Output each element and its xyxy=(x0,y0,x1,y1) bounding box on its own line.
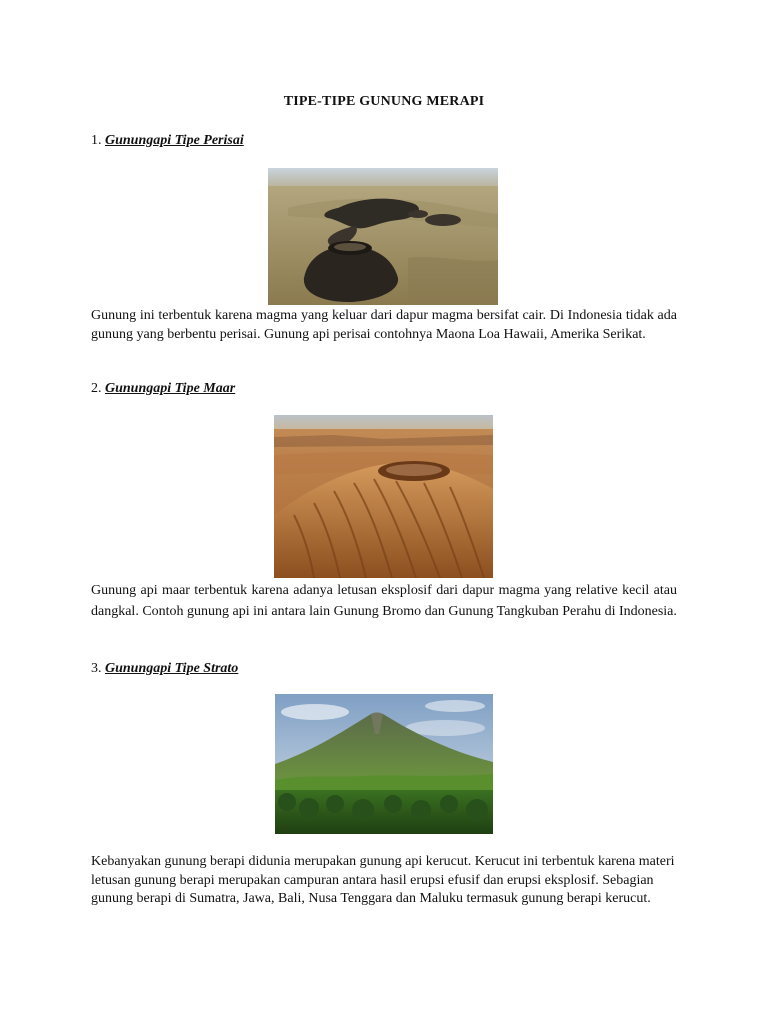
section-3-title: Gunungapi Tipe Strato xyxy=(105,661,239,676)
section-1-text: Gunung ini terbentuk karena magma yang keluar dari dapur magma bersifat cair. Di Indonesia tidak ada gunung yang berbentu perisai. Gunung api perisai contohnya Maona Loa Hawaii, Amerika Serikat. xyxy=(91,308,677,342)
section-2-heading xyxy=(91,381,235,397)
section-2-text: Gunung api maar terbentuk karena adanya letusan eksplosif dari dapur magma yang relative kecil atau dangkal. Contoh gunung api ini antara lain Gunung Bromo dan Gunung Tangkuban Perahu di Indonesia. xyxy=(91,583,677,619)
section-3-heading xyxy=(91,661,238,677)
maar-volcano-photo xyxy=(274,415,493,578)
section-2-title: Gunungapi Tipe Maar xyxy=(105,381,236,396)
shield-volcano-photo xyxy=(268,168,498,305)
section-3-number: 3. xyxy=(91,661,102,676)
strato-volcano-photo xyxy=(275,694,493,834)
section-2-number: 2. xyxy=(91,381,102,396)
document-title: TIPE-TIPE GUNUNG MERAPI xyxy=(283,94,485,109)
section-1-title: Gunungapi Tipe Perisai xyxy=(105,133,244,148)
section-3-text: Kebanyakan gunung berapi didunia merupakan gunung api kerucut. Kerucut ini terbentuk karena materi letusan gunung berapi merupakan campuran antara hasil erupsi efusif dan erupsi eksplosif. Sebagian gunung berapi di Sumatra, Jawa, Bali, Nusa Tenggara dan Maluku termasuk gunung berapi kerucut. xyxy=(91,854,675,906)
section-1-number: 1. xyxy=(91,133,102,148)
section-1-heading xyxy=(91,133,244,149)
